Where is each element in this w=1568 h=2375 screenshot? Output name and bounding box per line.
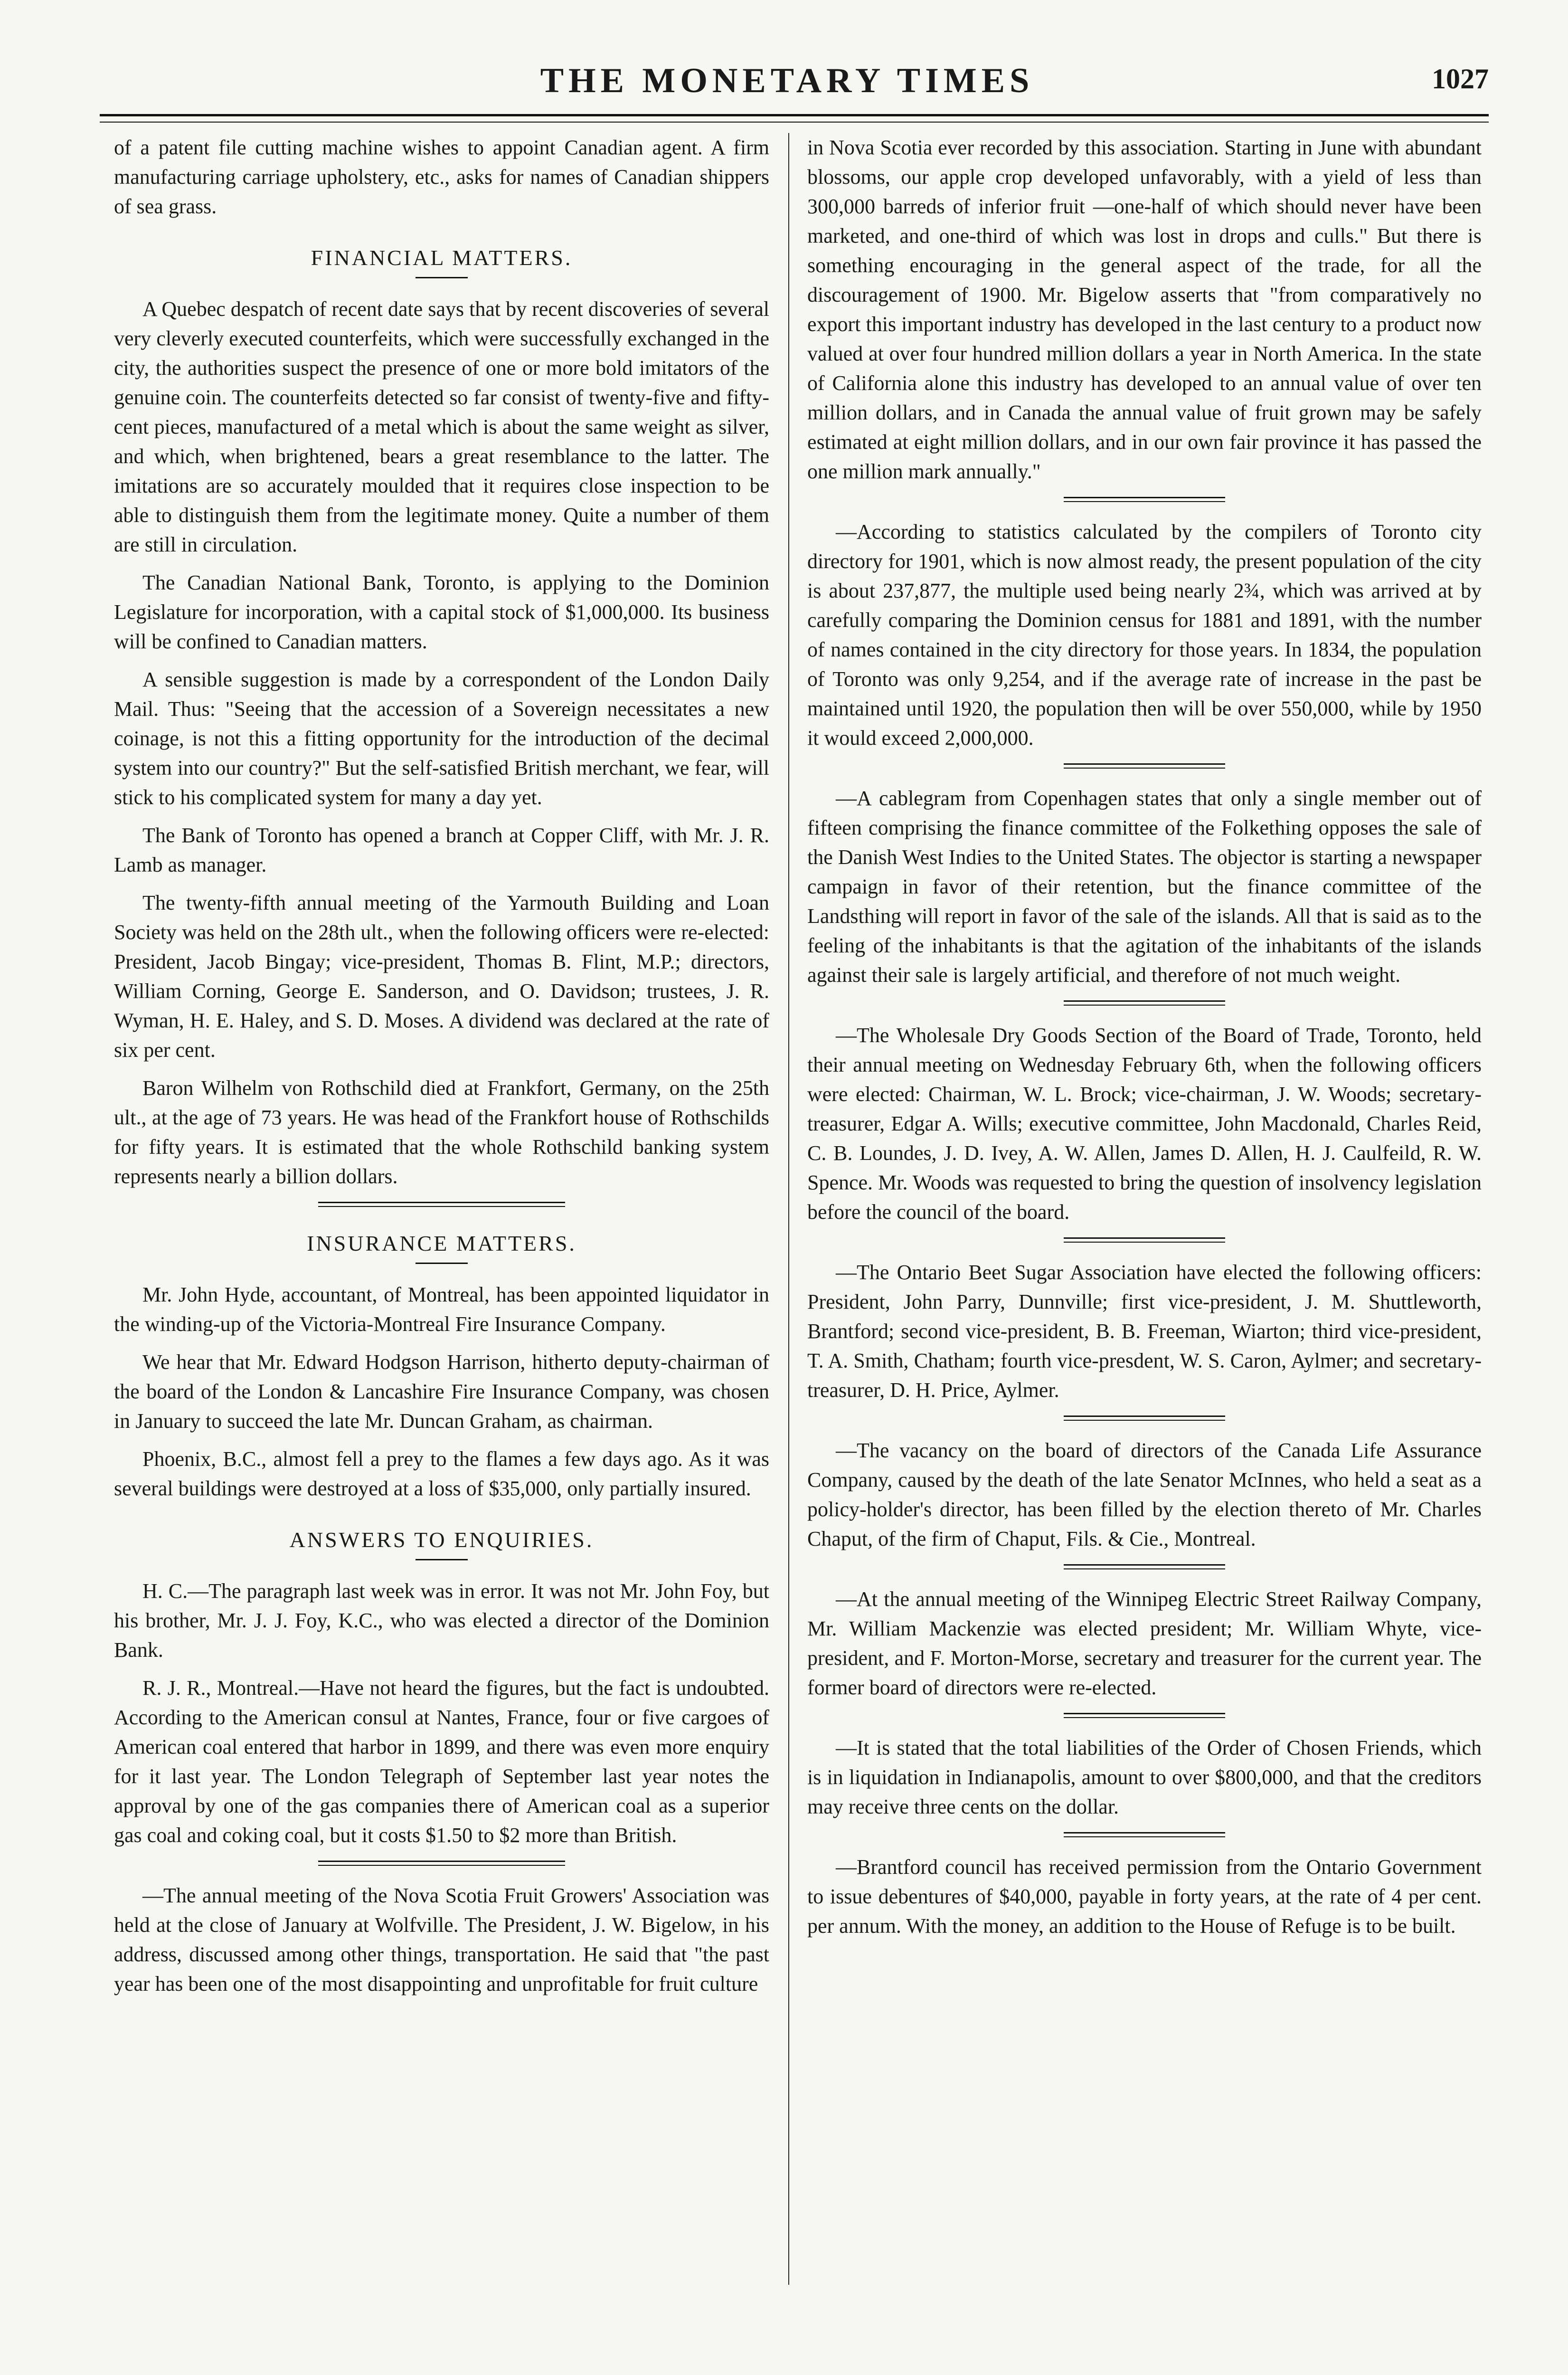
header-rule [100,114,1489,116]
intro-paragraph: of a patent file cutting machine wishes to appoint Canadian agent. A firm manufacturing carriage upholstery, etc., asks for names of Canadian shippers of sea grass. [114,136,769,218]
news-item: —A cablegram from Copenhagen states that only a single member out of fifteen comprising the finance committee of the Folkething opposes the sale of the Danish West Indies to the United States. The objector is starting a newspaper campaign in favor of their retention, but the finance committee of the Landsthing will report in favor of the sale of the islands. All that is said as to the feeling of the inhabitants is that the agitation of the inhabitants of the islands against their sale is largely artificial, and therefore of not much weight. [807,787,1482,987]
article-paragraph: R. J. R., Montreal.—Have not heard the figures, but the fact is undoubted. According to the American consul at Nantes, France, four or five cargoes of American coal entered that harbor in 1899, and there was even more enquiry for it last year. The London Telegraph of September last year notes the approval by one of the gas companies there of American coal as a superior gas coal and coking coal, but it costs $1.50 to $2 more than British. [114,1676,769,1847]
news-item: —It is stated that the total liabilities of the Order of Chosen Friends, which is in liquidation in Indianapolis, amount to over $800,000, and that the creditors may receive three cents on the dollar. [807,1736,1482,1818]
heading-rule [416,277,468,278]
column-divider [788,133,789,2285]
section-heading-financial: FINANCIAL MATTERS. [311,246,573,270]
article-paragraph: The Canadian National Bank, Toronto, is applying to the Dominion Legislature for incorporation, with a capital stock of $1,000,000. Its business will be confined to Canadian matters. [114,571,769,653]
page-number: 1027 [1432,63,1489,95]
item-separator [1064,1713,1225,1718]
article-paragraph: We hear that Mr. Edward Hodgson Harrison, hitherto deputy-chairman of the board of the London & Lancashire Fire Insurance Company, was chosen in January to succeed the late Mr. Duncan Graham, as chairman. [114,1350,769,1433]
article-paragraph: A sensible suggestion is made by a correspondent of the London Daily Mail. Thus: "Seeing that the accession of a Sovereign necessitates a new coinage, is not this a fitting opportunity for the introduction of the decimal system into our country?" But the self-satisfied British merchant, we fear, will stick to his complicated system for many a day yet. [114,668,769,809]
section-separator [318,1861,565,1866]
section-heading-insurance: INSURANCE MATTERS. [307,1231,576,1255]
masthead [85,52,1489,104]
article-paragraph: A Quebec despatch of recent date says that by recent discoveries of several very cleverly executed counterfeits, which were successfully exchanged in the city, the authorities suspect the presence of one or more bold imitators of the genuine coin. The counterfeits detected so far consist of twenty-five and fifty-cent pieces, manufactured of a metal which is about the same weight as silver, and which, when brightened, bears a great resemblance to the latter. The imitations are so accurately moulded that it requires close inspection to be able to distinguish them from the legitimate money. Quite a number of them are still in circulation. [114,297,769,556]
article-paragraph: H. C.—The paragraph last week was in error. It was not Mr. John Foy, but his brother, Mr. J. J. Foy, K.C., who was elected a director of the Dominion Bank. [114,1579,769,1662]
publication-title: THE MONETARY TIMES [540,61,1034,100]
item-separator [1064,1832,1225,1837]
heading-rule [416,1559,468,1560]
news-item: —At the annual meeting of the Winnipeg Electric Street Railway Company, Mr. William Mackenzie was elected president; Mr. William Whyte, vice-president, and F. Morton-Morse, secretary and treasurer for the current year. The former board of directors were re-elected. [807,1587,1482,1699]
article-paragraph: Baron Wilhelm von Rothschild died at Frankfort, Germany, on the 25th ult., at the age of 73 years. He was head of the Frankfort house of Rothschilds for fifty years. It is estimated that the whole Rothschild banking system represents nearly a billion dollars. [114,1076,769,1188]
news-item: —According to statistics calculated by the compilers of Toronto city directory for 1901, which is now almost ready, the present population of the city is about 237,877, the multiple used being nearly 2¾, which was arrived at by carefully comparing the Dominion census for 1881 and 1891, with the number of names contained in the city directory for those years. In 1834, the population of Toronto was only 9,254, and if the average rate of increase in the past be maintained until 1920, the population then will be over 550,000, while by 1950 it would exceed 2,000,000. [807,520,1482,750]
news-item: —The vacancy on the board of directors of the Canada Life Assurance Company, caused by the death of the late Senator McInnes, who held a seat as a policy-holder's director, has been filled by the election thereto of Mr. Charles Chaput, of the firm of Chaput, Fils. & Cie., Montreal. [807,1439,1482,1550]
header-rule-thin [100,122,1489,123]
heading-rule [416,1263,468,1264]
article-paragraph: The twenty-fifth annual meeting of the Yarmouth Building and Loan Society was held on the 28th ult., when the following officers were re-elected: President, Jacob Bingay; vice-president, Thomas B. Flint, M.P.; directors, William Corning, George E. Sanderson, and O. Davidson; trustees, J. R. Wyman, H. E. Haley, and S. D. Moses. A dividend was declared at the rate of six per cent. [114,891,769,1062]
item-separator [1064,1564,1225,1569]
section-heading-answers: ANSWERS TO ENQUIRIES. [289,1528,594,1552]
left-column [114,133,769,2007]
article-paragraph: Mr. John Hyde, accountant, of Montreal, has been appointed liquidator in the winding-up of the Victoria-Montreal Fire Insurance Company. [114,1283,769,1336]
item-separator [1064,1000,1225,1006]
item-separator [1064,497,1225,502]
right-column [807,133,1482,1949]
news-item: —The Ontario Beet Sugar Association have elected the following officers: President, John Parry, Dunnville; first vice-president, J. M. Shuttleworth, Brantford; second vice-president, B. B. Freeman, Wiarton; third vice-president, T. A. Smith, Chatham; fourth vice-presdent, W. S. Caron, Aylmer; and secretary-treasurer, D. H. Price, Aylmer. [807,1261,1482,1402]
item-separator [1064,1237,1225,1243]
section-separator [318,1202,565,1207]
article-paragraph: —The annual meeting of the Nova Scotia Fruit Growers' Association was held at the close of January at Wolfville. The President, J. W. Bigelow, in his address, discussed among other things, transportation. He said that "the past year has been one of the most disappointing and unprofitable for fruit culture [114,1884,769,1995]
article-paragraph: The Bank of Toronto has opened a branch at Copper Cliff, with Mr. J. R. Lamb as manager. [114,824,769,876]
news-item: —Brantford council has received permission from the Ontario Government to issue debentures of $40,000, payable in forty years, at the rate of 4 per cent. per annum. With the money, an addition to the House of Refuge is to be built. [807,1855,1482,1938]
item-separator [1064,763,1225,769]
news-item: —The Wholesale Dry Goods Section of the Board of Trade, Toronto, held their annual meeting on Wednesday February 6th, when the following officers were elected: Chairman, W. L. Brock; vice-chairman, J. W. Woods; secretary-treasurer, Edgar A. Wills; executive committee, John Macdonald, Charles Reid, C. B. Loundes, J. D. Ivey, A. W. Allen, James D. Allen, H. J. Caulfeild, R. W. Spence. Mr. Woods was requested to bring the question of insolvency legislation before the council of the board. [807,1024,1482,1224]
article-paragraph: Phoenix, B.C., almost fell a prey to the flames a few days ago. As it was several buildings were destroyed at a loss of $35,000, only partially insured. [114,1447,769,1500]
item-separator [1064,1416,1225,1421]
continued-paragraph: in Nova Scotia ever recorded by this association. Starting in June with abundant blossoms, our apple crop developed unfavorably, with a yield of less than 300,000 barreds of inferior fruit —one-half of which should never have been marketed, and one-third of which was lost in drops and culls." But there is something encouraging in the general aspect of the trade, for all the discouragement of 1900. Mr. Bigelow asserts that "from comparatively no export this important industry has developed in the last century to a product now valued at over four hundred million dollars a year in North America. In the state of California alone this industry has developed to an annual value of over ten million dollars, and in Canada the annual value of fruit grown may be safely estimated at eight million dollars, and in our own fair province it has passed the one million mark annually." [807,136,1482,483]
